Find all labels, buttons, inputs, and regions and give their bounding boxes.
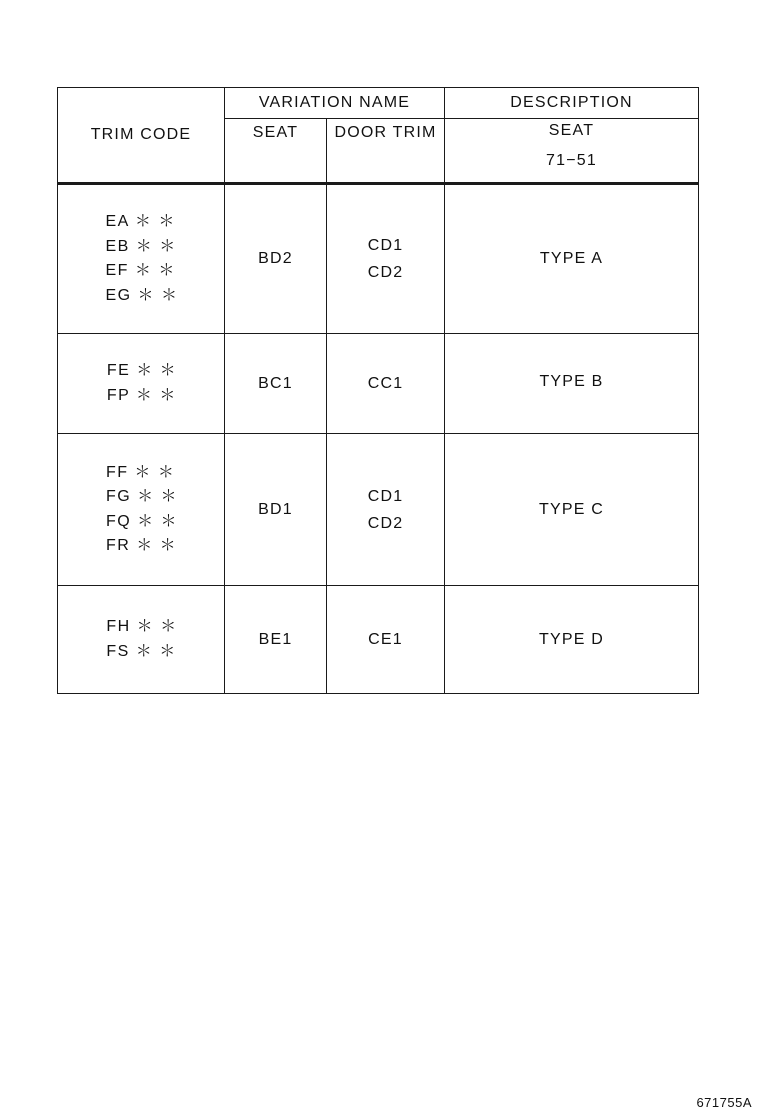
seat-code: BD1 [258, 500, 293, 518]
header-trim-code-label: TRIM CODE [90, 126, 192, 143]
description-type: TYPE C [539, 500, 604, 518]
header-description [445, 88, 699, 119]
trim-code-table [57, 87, 699, 694]
header-variation-name-label: VARIATION NAME [258, 94, 411, 111]
trim-code-table-wrapper [57, 87, 698, 696]
trim-code: EF ＊ ＊ [105, 262, 176, 279]
header-seat-label: SEAT [252, 124, 299, 141]
trim-code: EG ＊ ＊ [105, 286, 179, 304]
trim-code-cell [58, 184, 225, 334]
seat-code: BD2 [258, 250, 293, 267]
header-desc-seat-label: SEAT [548, 122, 595, 139]
description-cell [445, 586, 699, 694]
trim-code-cell [58, 334, 225, 434]
header-door-trim [327, 119, 445, 184]
door-trim-code: CD2 [367, 264, 404, 281]
description-cell [445, 434, 699, 586]
door-trim-cell [327, 434, 445, 586]
trim-code: EA ＊ ＊ [105, 213, 176, 230]
table-row [58, 184, 699, 334]
door-trim-code: CD2 [367, 514, 404, 532]
header-description-label: DESCRIPTION [510, 94, 633, 111]
trim-code: FQ ＊ ＊ [105, 512, 179, 530]
header-variation-name [225, 88, 445, 119]
seat-cell [225, 184, 327, 334]
description-cell [445, 334, 699, 434]
header-seat [225, 119, 327, 184]
trim-code-cell [58, 586, 225, 694]
table-row [58, 586, 699, 694]
header-door-trim-label: DOOR TRIM [334, 124, 437, 141]
seat-cell [225, 334, 327, 434]
trim-code-cell [58, 434, 225, 586]
trim-code: FH ＊ ＊ [106, 618, 178, 635]
trim-code: FE ＊ ＊ [106, 362, 178, 379]
seat-cell [225, 586, 327, 694]
seat-cell [225, 434, 327, 586]
door-trim-code: CD1 [367, 237, 404, 254]
door-trim-code: CC1 [367, 374, 404, 392]
trim-code: FR ＊ ＊ [105, 537, 178, 554]
door-trim-code: CD1 [367, 487, 404, 505]
trim-code: FG ＊ ＊ [105, 488, 179, 505]
table-row [58, 334, 699, 434]
description-type: TYPE A [539, 250, 604, 267]
seat-code: BC1 [258, 374, 293, 392]
trim-code: FS ＊ ＊ [106, 642, 177, 660]
door-trim-cell [327, 184, 445, 334]
header-trim-code [58, 88, 225, 184]
trim-code: FP ＊ ＊ [106, 386, 177, 404]
description-type: TYPE B [539, 373, 604, 390]
trim-code: EB ＊ ＊ [105, 237, 177, 255]
door-trim-code: CE1 [368, 630, 403, 648]
door-trim-cell [327, 586, 445, 694]
description-cell [445, 184, 699, 334]
header-desc-seat-code: 71−51 [546, 152, 597, 169]
description-type: TYPE D [539, 630, 604, 648]
seat-code: BE1 [258, 630, 293, 648]
door-trim-cell [327, 334, 445, 434]
table-row [58, 434, 699, 586]
header-desc-seat [445, 119, 699, 184]
figure-reference-number: 671755A [696, 1095, 752, 1110]
trim-code: FF ＊ ＊ [105, 463, 176, 481]
